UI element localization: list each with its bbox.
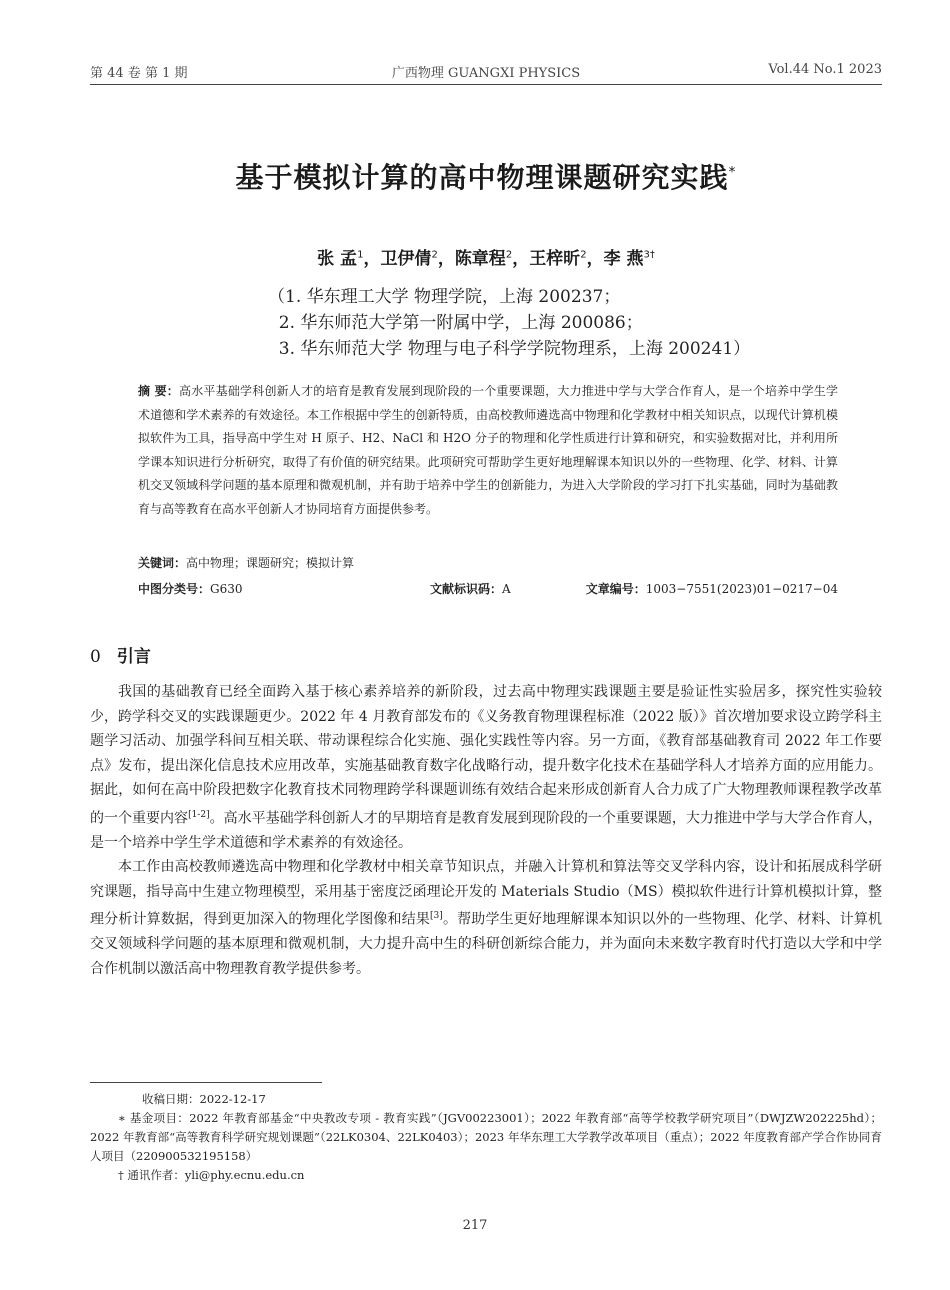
author-list: 张 孟$^1$，卫伊倩$^2$，陈章程$^2$，王梓昕$^2$，李 燕$^{3\dagger}$ xyxy=(317,249,655,269)
author-sup: 2 xyxy=(580,249,587,261)
title-text: 基于模拟计算的高中物理课题研究实践 xyxy=(235,161,729,194)
header-journal: 广西物理 GUANGXI PHYSICS xyxy=(391,66,581,81)
title-mark: * xyxy=(728,164,737,181)
paragraph-text: 本工作由高校教师遴选高中物理和化学教材中相关章节知识点，并融入计算机和算法等交叉学科内容，设计和拓展成科学研究课题，指导高中生建立物理模型，采用基于密度泛函理论开发的 Materials Studio（MS）模拟软件进行计算机模拟计算，整理分析计算数据，得到更加深入的物理化学图像和结果 xyxy=(90,859,882,928)
header-volume: 第 44 卷 第 1 期 xyxy=(90,66,188,81)
classification-line xyxy=(138,580,838,600)
header-rule xyxy=(90,84,882,85)
affiliation: （1. 华东理工大学 物理学院，上海 200237； xyxy=(268,287,621,307)
section-number: 0 xyxy=(90,647,101,667)
author-sup: 2 xyxy=(431,249,438,261)
paragraph xyxy=(90,855,882,981)
keywords xyxy=(138,554,354,571)
author-sup: 2 xyxy=(505,249,513,261)
affiliation: 3. 华东师范大学 物理与电子科学学院物理系，上海 200241） xyxy=(268,339,751,359)
clc-value: G630 xyxy=(210,582,243,596)
header-vol-en: Vol.44 No.1 2023 xyxy=(768,62,882,77)
abstract-text: 高水平基础学科创新人才的培育是教育发展到现阶段的一个重要课题，大力推进中学与大学合作育人，是一个培养中学生学术道德和学术素养的有效途径。本工作根据中学生的创新特质，由高校教师遴选高中物理和化学教材中相关知识点，以现代计算机模拟软件为工具，指导高中学生对 H 原子、H2、NaCl 和 H2O 分子的物理和化学性质进行计算和研究，和实验数据对比，并利用所学课本知识进行分析研究，取得了有价值的研究结果。此项研究可帮助学生更好地理解课本知识以外的一些物理、化学、材料、计算机交叉领域科学问题的基本原理和微观机制，并有助于培养中学生的创新能力，为进入大学阶段的学习打下扎实基础，同时为基础教育与高等教育在高水平创新人才协同培育方面提供参考。 xyxy=(138,384,838,516)
keywords-text: 高中物理；课题研究；模拟计算 xyxy=(186,556,355,570)
paragraph-text: 。帮助学生更好地理解课本知识以外的一些物理、化学、材料、计算机交叉领域科学问题的基本原理和微观机制，大力提升高中生的科研创新综合能力，并为面向未来数字教育时代打造以大学和中学合作机制以激活高中物理教育教学提供参考。 xyxy=(90,911,883,977)
footnotes xyxy=(90,1090,882,1185)
author: 卫伊倩 xyxy=(380,249,432,269)
doc-code-label: 文献标识码： xyxy=(430,582,503,596)
paragraph xyxy=(90,680,882,855)
body-text xyxy=(90,680,882,981)
author: 张 孟 xyxy=(317,249,358,269)
citation[interactable]: [3] xyxy=(430,911,443,922)
author-sup: 3† xyxy=(643,249,655,261)
footnote-contact: † 通讯作者：yli@phy.ecnu.edu.cn xyxy=(118,1168,305,1182)
affiliations xyxy=(268,284,750,362)
author: 王梓昕 xyxy=(529,249,581,269)
abstract xyxy=(138,380,838,521)
article-number-label: 文章编号： xyxy=(585,582,646,596)
footnote-fund: ∗ 基金项目：2022 年教育部基金“中央教改专项 - 教育实践”（JGV00223001）；2022 年教育部“高等学校教学研究项目”（DWJZW202225hd）；2022 年教育部“高等教育科学研究规划课题”（22LK0304、22LK0403）；2023 年华东理工大学教学改革项目（重点）；2022 年度教育部产学合作协同育人项目（220900532195158） xyxy=(90,1111,882,1163)
page-number: 217 xyxy=(462,1218,488,1233)
footnote-rule xyxy=(90,1082,322,1083)
citation[interactable]: [1-2] xyxy=(188,809,210,820)
footnote-received: 收稿日期：2022-12-17 xyxy=(142,1092,266,1106)
paragraph-text: 我国的基础教育已经全面跨入基于核心素养培养的新阶段，过去高中物理实践课题主要是验证性实验居多，探究性实验较少，跨学科交叉的实践课题更少。2022 年 4 月教育部发布的《义务教育物理课程标准（2022 版）》首次增加要求设立跨学科主题学习活动、加强学科间互相关联、带动课程综合化实施、强化实践性等内容。另一方面，《教育部基础教育司 2022 年工作要点》发布，提出深化信息技术应用改革，实施基础教育数字化战略行动，提升数字化技术在基础学科人才培养方面的应用能力。据此，如何在高中阶段把数字化教育技术同物理跨学科课题训练有效结合起来形成创新育人合力成了广大物理教师课程教学改革的一个重要内容 xyxy=(90,684,882,827)
section-heading xyxy=(90,642,151,667)
author-sup: 1 xyxy=(357,249,364,261)
doc-code-value: A xyxy=(502,582,511,596)
article-number-value: 1003−7551(2023)01−0217−04 xyxy=(645,582,838,596)
author: 陈章程 xyxy=(454,249,506,269)
section-title: 引言 xyxy=(116,647,151,667)
running-header xyxy=(90,62,882,86)
paper-title xyxy=(90,156,882,196)
clc-label: 中图分类号： xyxy=(138,582,211,596)
author: 李 燕 xyxy=(603,249,644,269)
keywords-label: 关键词： xyxy=(138,556,187,570)
paragraph-text: 。高水平基础学科创新人才的早期培育是教育发展到现阶段的一个重要课题，大力推进中学与大学合作育人，是一个培养中学生学术道德和学术素养的有效途径。 xyxy=(90,810,882,851)
abstract-label: 摘 要： xyxy=(138,384,180,398)
affiliation: 2. 华东师范大学第一附属中学，上海 200086； xyxy=(268,313,643,333)
